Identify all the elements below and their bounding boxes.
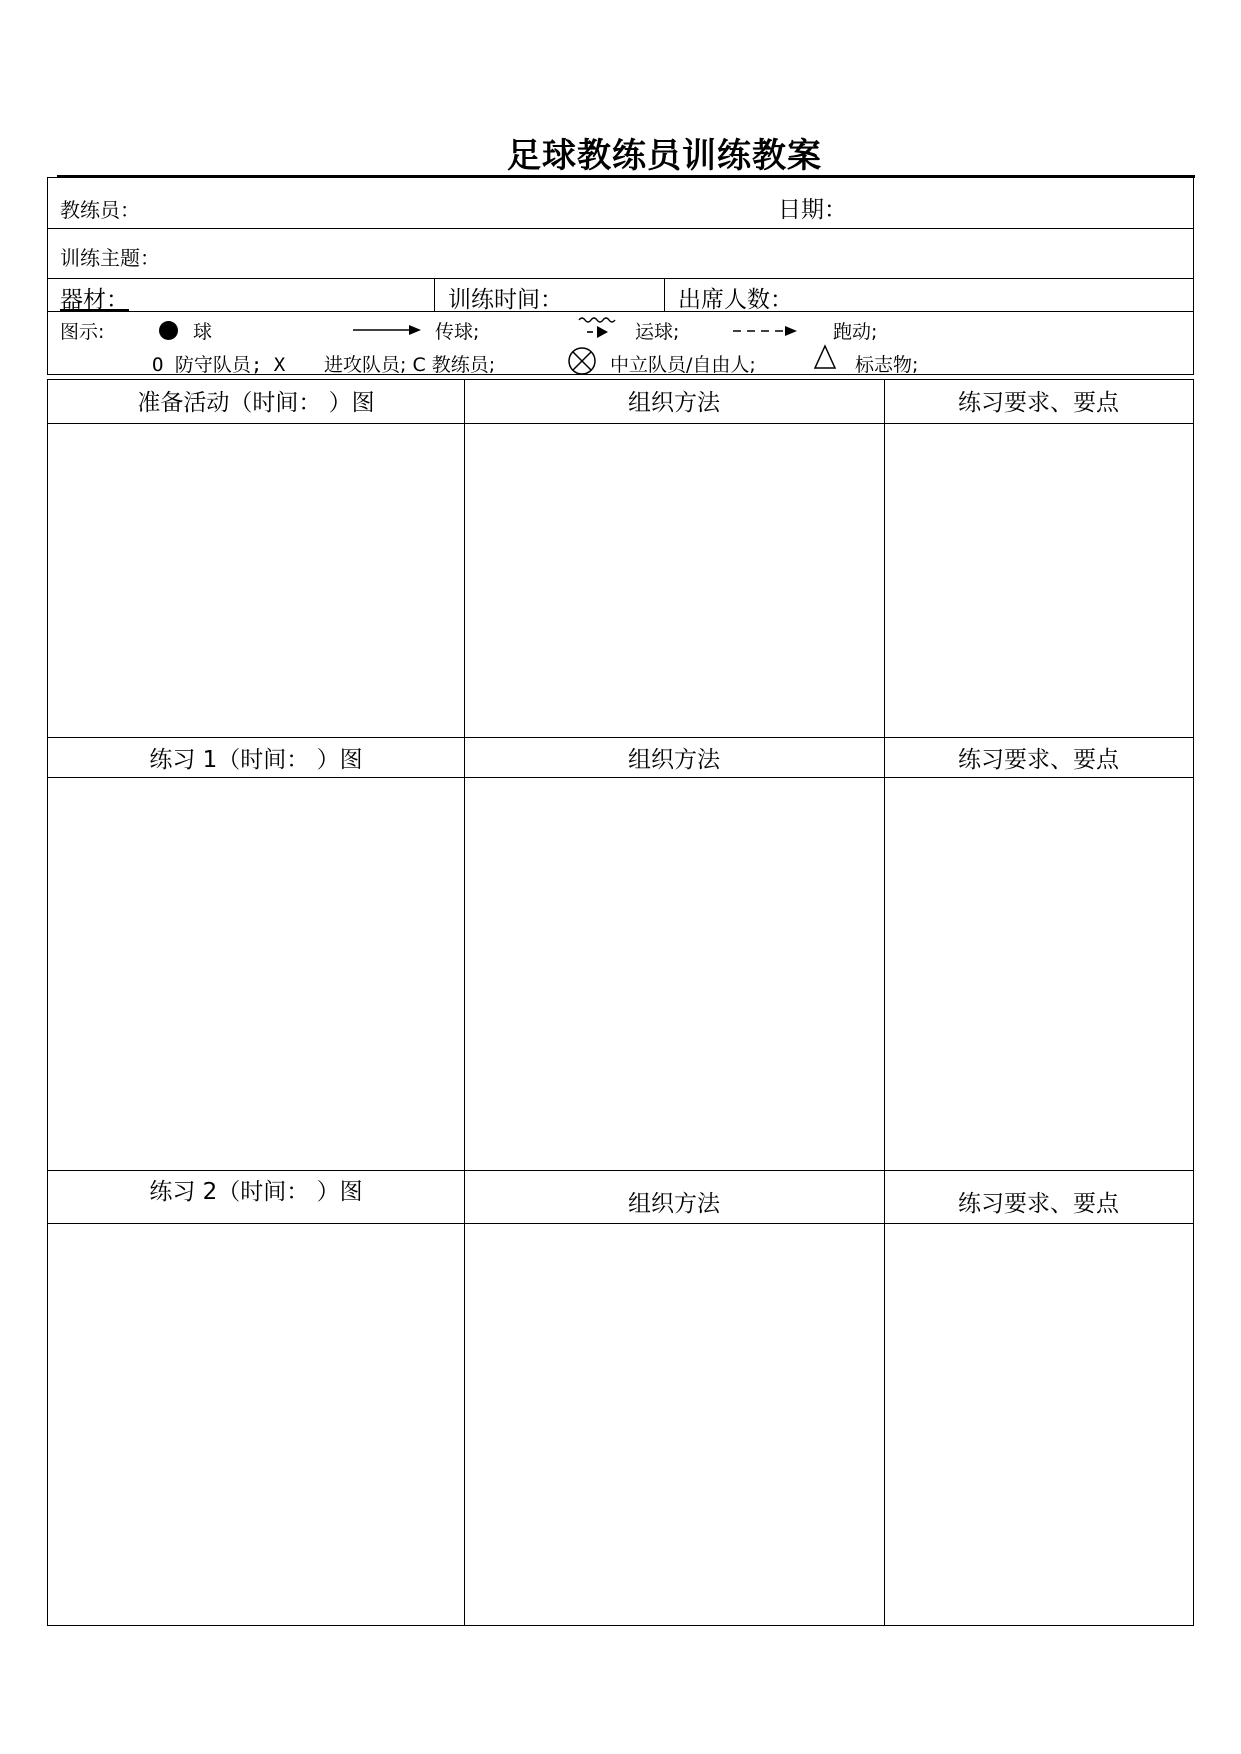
dribble-arrow-icon xyxy=(577,314,621,340)
grid-divider-5 xyxy=(48,1223,1193,1224)
header-vdivider-1 xyxy=(434,278,435,311)
run-arrow-icon xyxy=(733,325,798,337)
marker-cone-icon xyxy=(813,344,837,370)
legend-label: 图示: xyxy=(60,321,105,343)
header-vdivider-2 xyxy=(664,278,665,311)
grid-divider-2 xyxy=(48,737,1193,738)
ball-icon xyxy=(159,321,178,340)
theme-label: 训练主题： xyxy=(60,246,160,270)
drill2-requirements-heading: 练习要求、要点 xyxy=(958,1191,1119,1217)
drill1-requirements-heading: 练习要求、要点 xyxy=(958,747,1119,773)
warmup-requirements-heading: 练习要求、要点 xyxy=(958,390,1119,416)
warmup-organization-heading: 组织方法 xyxy=(628,390,720,416)
warmup-diagram-heading: 准备活动（时间： ）图 xyxy=(137,390,375,416)
page-title xyxy=(0,128,1241,177)
drill2-organization-heading: 组织方法 xyxy=(628,1191,720,1217)
legend-ball: 球 xyxy=(193,321,213,343)
page-title-text: 足球教练员训练教案 xyxy=(507,136,822,176)
drill1-diagram-heading: 练习 1（时间： ）图 xyxy=(149,747,363,773)
header-divider-3 xyxy=(48,311,1193,312)
grid-vdivider-2 xyxy=(884,380,885,1625)
equipment-label: 器材： xyxy=(60,287,129,313)
header-divider-1 xyxy=(48,228,1193,229)
date-label: 日期： xyxy=(778,197,847,223)
grid-divider-4 xyxy=(48,1170,1193,1171)
legend-pass: 传球; xyxy=(435,321,480,343)
grid-vdivider-1 xyxy=(464,380,465,1625)
drill1-organization-heading: 组织方法 xyxy=(628,747,720,773)
neutral-player-icon xyxy=(567,346,597,376)
header-divider-2 xyxy=(48,278,1193,279)
grid-divider-1 xyxy=(48,423,1193,424)
training-time-label: 训练时间： xyxy=(448,287,563,313)
drill2-diagram-heading: 练习 2（时间： ）图 xyxy=(149,1179,363,1205)
grid-divider-3 xyxy=(48,777,1193,778)
legend-marker: 标志物; xyxy=(855,354,919,376)
legend-run: 跑动; xyxy=(833,321,878,343)
attendance-label: 出席人数： xyxy=(678,287,793,313)
header-table xyxy=(47,177,1194,375)
coach-label: 教练员： xyxy=(60,198,140,222)
legend-dribble: 运球; xyxy=(635,321,680,343)
legend-defender: O 防守队员; X xyxy=(152,354,286,376)
legend-neutral: 中立队员/自由人; xyxy=(610,354,756,376)
legend-attacker: 进攻队员; C 教练员; xyxy=(324,354,496,376)
training-plan-grid xyxy=(47,379,1194,1626)
pass-arrow-icon xyxy=(353,324,421,336)
